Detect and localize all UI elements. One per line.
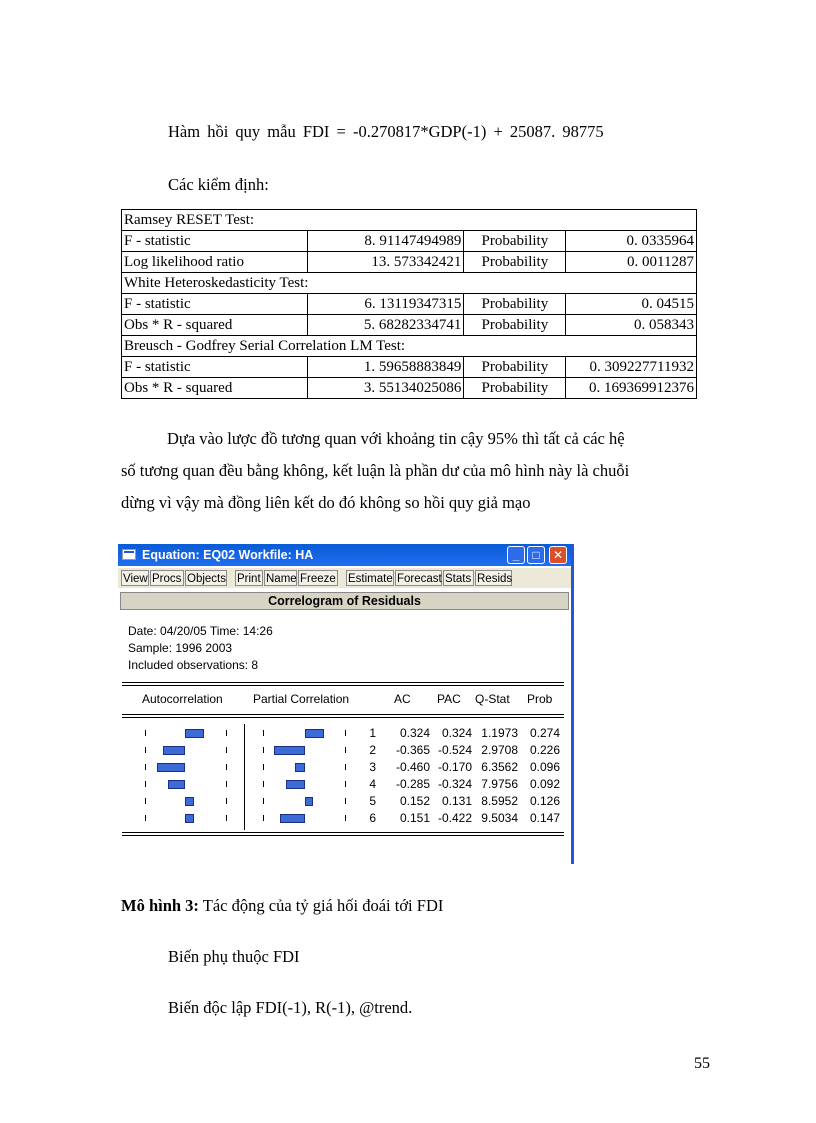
- ac-bar: [163, 746, 185, 755]
- toolbar-name-button[interactable]: Name: [264, 570, 297, 586]
- tests-heading: Các kiểm định:: [168, 175, 269, 194]
- window-toolbar: [118, 568, 571, 588]
- pac-lower-bound-tick: [263, 781, 264, 787]
- prob-value: 0. 169369912376: [566, 378, 697, 399]
- row-qstat: 7.9756: [481, 777, 518, 791]
- window-title: Equation: EQ02 Workfile: HA: [142, 548, 314, 562]
- pac-upper-bound-tick: [345, 730, 346, 736]
- row-prob: 0.147: [529, 811, 560, 825]
- row-label: F - statistic: [122, 357, 308, 378]
- prob-value: 0. 058343: [566, 315, 697, 336]
- divider: [122, 682, 564, 686]
- minimize-button[interactable]: _: [507, 546, 525, 564]
- row-pac: -0.324: [437, 777, 472, 791]
- ac-bar: [185, 797, 194, 806]
- ac-lower-bound-tick: [145, 747, 146, 753]
- ac-bar: [168, 780, 185, 789]
- pac-bar: [286, 780, 305, 789]
- prob-label: Probability: [464, 315, 566, 336]
- bg-title: Breusch - Godfrey Serial Correlation LM Test:: [122, 336, 697, 357]
- conclusion-paragraph: [121, 423, 697, 519]
- pac-upper-bound-tick: [345, 764, 346, 770]
- paragraph-line: Dựa vào lược đồ tương quan với khoảng tin cậy 95% thì tất cả các hệ: [167, 429, 625, 448]
- table-row: [122, 315, 697, 336]
- col-partial-correlation: Partial Correlation: [253, 692, 350, 706]
- pac-upper-bound-tick: [345, 781, 346, 787]
- row-lag: 2: [369, 743, 376, 757]
- table-row: [122, 273, 697, 294]
- row-pac: 0.324: [441, 726, 472, 740]
- toolbar-forecast-button[interactable]: Forecast: [395, 570, 442, 586]
- row-value: 13. 573342421: [307, 252, 463, 273]
- white-title: White Heteroskedasticity Test:: [122, 273, 697, 294]
- row-qstat: 6.3562: [481, 760, 518, 774]
- row-value: 8. 91147494989: [307, 231, 463, 252]
- pac-lower-bound-tick: [263, 747, 264, 753]
- toolbar-print-button[interactable]: Print: [235, 570, 263, 586]
- row-pac: -0.170: [437, 760, 472, 774]
- paragraph-line: số tương quan đều bằng không, kết luận là phần dư của mô hình này là chuỗi: [121, 461, 630, 480]
- model-heading-bold: Mô hình 3:: [121, 896, 199, 915]
- row-ac: -0.365: [395, 743, 430, 757]
- row-ac: 0.324: [399, 726, 430, 740]
- pac-bar: [274, 746, 305, 755]
- tests-table: [121, 209, 697, 399]
- prob-label: Probability: [464, 252, 566, 273]
- pac-lower-bound-tick: [263, 815, 264, 821]
- row-ac: 0.152: [399, 794, 430, 808]
- prob-value: 0. 0335964: [566, 231, 697, 252]
- toolbar-objects-button[interactable]: Objects: [185, 570, 227, 586]
- row-pac: 0.131: [441, 794, 472, 808]
- ac-lower-bound-tick: [145, 764, 146, 770]
- ac-lower-bound-tick: [145, 730, 146, 736]
- pac-lower-bound-tick: [263, 730, 264, 736]
- ac-lower-bound-tick: [145, 815, 146, 821]
- toolbar-resids-button[interactable]: Resids: [475, 570, 512, 586]
- prob-label: Probability: [464, 294, 566, 315]
- independent-variables: Biến độc lập FDI(-1), R(-1), @trend.: [168, 998, 413, 1017]
- table-row: [122, 378, 697, 399]
- row-qstat: 2.9708: [481, 743, 518, 757]
- ac-bar: [185, 814, 194, 823]
- window-titlebar[interactable]: [118, 544, 571, 566]
- maximize-button[interactable]: □: [527, 546, 545, 564]
- row-lag: 3: [369, 760, 376, 774]
- pac-lower-bound-tick: [263, 798, 264, 804]
- close-button[interactable]: ✕: [549, 546, 567, 564]
- row-qstat: 9.5034: [481, 811, 518, 825]
- row-ac: -0.460: [395, 760, 430, 774]
- ac-upper-bound-tick: [226, 764, 227, 770]
- row-ac: 0.151: [399, 811, 430, 825]
- row-label: Obs * R - squared: [122, 378, 308, 399]
- table-row: [122, 252, 697, 273]
- ac-bar: [157, 763, 185, 772]
- ac-lower-bound-tick: [145, 781, 146, 787]
- pac-upper-bound-tick: [345, 815, 346, 821]
- col-pac: PAC: [437, 692, 461, 706]
- pac-bar: [305, 729, 324, 738]
- ramsey-title: Ramsey RESET Test:: [122, 210, 697, 231]
- col-qstat: Q-Stat: [475, 692, 510, 706]
- prob-value: 0. 309227711932: [566, 357, 697, 378]
- correlogram-header: Correlogram of Residuals: [120, 592, 569, 610]
- row-value: 6. 13119347315: [307, 294, 463, 315]
- row-ac: -0.285: [395, 777, 430, 791]
- model-heading-rest: Tác động của tỷ giá hối đoái tới FDI: [198, 896, 444, 915]
- table-row: [122, 336, 697, 357]
- pac-upper-bound-tick: [345, 747, 346, 753]
- row-prob: 0.126: [529, 794, 560, 808]
- eviews-window: [118, 544, 574, 864]
- row-label: Log likelihood ratio: [122, 252, 308, 273]
- row-value: 3. 55134025086: [307, 378, 463, 399]
- pac-bar: [295, 763, 305, 772]
- pac-lower-bound-tick: [263, 764, 264, 770]
- date-line: Date: 04/20/05 Time: 14:26: [128, 624, 273, 638]
- row-value: 1. 59658883849: [307, 357, 463, 378]
- ac-lower-bound-tick: [145, 798, 146, 804]
- pac-bar: [305, 797, 313, 806]
- ac-upper-bound-tick: [226, 781, 227, 787]
- row-label: Obs * R - squared: [122, 315, 308, 336]
- col-autocorrelation: Autocorrelation: [142, 692, 223, 706]
- row-prob: 0.226: [529, 743, 560, 757]
- prob-value: 0. 04515: [566, 294, 697, 315]
- row-label: F - statistic: [122, 231, 308, 252]
- row-prob: 0.092: [529, 777, 560, 791]
- divider: [122, 714, 564, 718]
- equation-line: Hàm hồi quy mẫu FDI = -0.270817*GDP(-1) + 25087. 98775: [168, 122, 604, 141]
- window-app-icon: [122, 549, 136, 560]
- table-row: [122, 357, 697, 378]
- sample-line: Sample: 1996 2003: [128, 641, 233, 655]
- toolbar-view-button[interactable]: View: [121, 570, 149, 586]
- prob-label: Probability: [464, 357, 566, 378]
- row-label: F - statistic: [122, 294, 308, 315]
- table-row: [122, 210, 697, 231]
- paragraph-line: dừng vì vậy mà đồng liên kết do đó không so hồi quy giả mạo: [121, 493, 531, 512]
- row-lag: 5: [369, 794, 376, 808]
- pac-bar: [280, 814, 305, 823]
- column-separator: [244, 724, 245, 830]
- row-prob: 0.096: [529, 760, 560, 774]
- row-lag: 1: [369, 726, 376, 740]
- col-ac: AC: [394, 692, 411, 706]
- prob-value: 0. 0011287: [566, 252, 697, 273]
- ac-upper-bound-tick: [226, 815, 227, 821]
- toolbar-freeze-button[interactable]: Freeze: [298, 570, 338, 586]
- row-qstat: 8.5952: [481, 794, 518, 808]
- row-qstat: 1.1973: [481, 726, 518, 740]
- row-pac: -0.524: [437, 743, 472, 757]
- row-lag: 6: [369, 811, 376, 825]
- prob-label: Probability: [464, 231, 566, 252]
- toolbar-stats-button[interactable]: Stats: [443, 570, 474, 586]
- row-pac: -0.422: [437, 811, 472, 825]
- ac-upper-bound-tick: [226, 747, 227, 753]
- toolbar-estimate-button[interactable]: Estimate: [346, 570, 394, 586]
- page-number: 55: [694, 1055, 710, 1072]
- table-row: [122, 294, 697, 315]
- row-lag: 4: [369, 777, 376, 791]
- model-heading: [121, 896, 443, 916]
- col-prob: Prob: [527, 692, 553, 706]
- ac-upper-bound-tick: [226, 798, 227, 804]
- pac-upper-bound-tick: [345, 798, 346, 804]
- row-prob: 0.274: [529, 726, 560, 740]
- table-row: [122, 231, 697, 252]
- ac-upper-bound-tick: [226, 730, 227, 736]
- ac-bar: [185, 729, 204, 738]
- row-value: 5. 68282334741: [307, 315, 463, 336]
- toolbar-procs-button[interactable]: Procs: [150, 570, 184, 586]
- dependent-variable: Biến phụ thuộc FDI: [168, 947, 300, 966]
- observations-line: Included observations: 8: [128, 658, 259, 672]
- prob-label: Probability: [464, 378, 566, 399]
- divider: [122, 832, 564, 836]
